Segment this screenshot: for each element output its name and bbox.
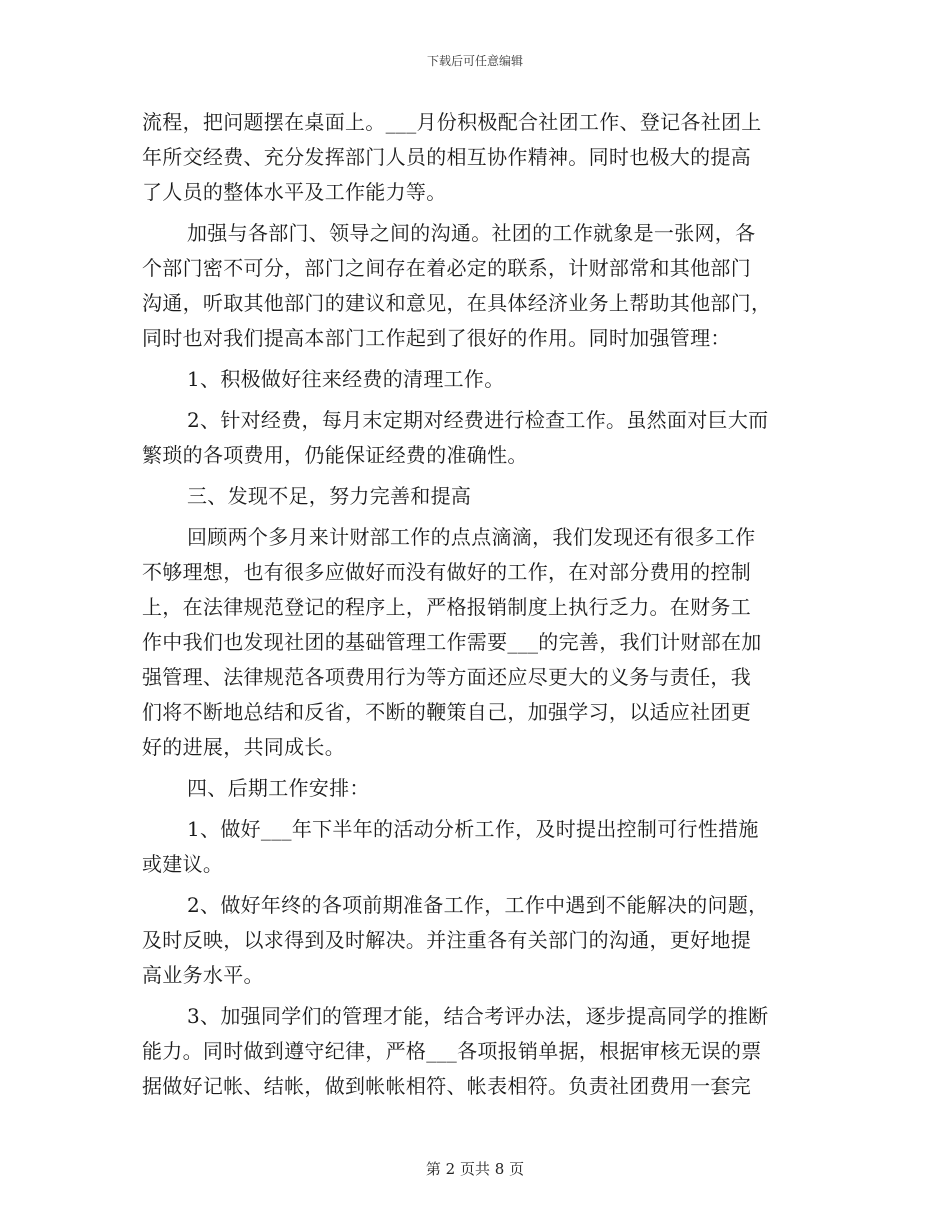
text-line: 个部门密不可分，部门之间存在着必定的联系，计财部常和其他部门 (142, 256, 751, 280)
section-heading: 三、发现不足，努力完善和提高 (187, 484, 472, 508)
text-line: 同时也对我们提高本部门工作起到了很好的作用。同时加强管理： (142, 326, 731, 350)
text-line: 3、加强同学们的管理才能，结合考评办法，逐步提高同学的推断 (187, 1004, 769, 1028)
text-line: 沟通，听取其他部门的建议和意见，在具体经济业务上帮助其他部门， (142, 291, 772, 315)
text-line: 们将不断地总结和反省，不断的鞭策自己，加强学习，以适应社团更 (142, 700, 751, 724)
text-line: 1、积极做好往来经费的清理工作。 (187, 367, 505, 391)
text-line: 年所交经费、充分发挥部门人员的相互协作精神。同时也极大的提高 (142, 145, 751, 169)
text-line: 及时反映，以求得到及时解决。并注重各有关部门的沟通，更好地提 (142, 928, 751, 952)
text-line: 上，在法律规范登记的程序上，严格报销制度上执行乏力。在财务工 (142, 595, 751, 619)
section-heading: 四、后期工作安排： (187, 776, 370, 800)
document-body (142, 105, 807, 1104)
text-line: 或建议。 (142, 852, 224, 876)
text-line: 繁琐的各项费用，仍能保证经费的准确性。 (142, 443, 528, 467)
page-number-footer: 第 2 页共 8 页 (425, 1160, 525, 1178)
text-line: 好的进展，共同成长。 (142, 735, 345, 759)
text-line: 1、做好___年下半年的活动分析工作，及时提出控制可行性措施 (187, 817, 759, 841)
text-line: 强管理、法律规范各项费用行为等方面还应尽更大的义务与责任，我 (142, 665, 751, 689)
text-line: 不够理想，也有很多应做好而没有做好的工作，在对部分费用的控制 (142, 560, 751, 584)
text-line: 作中我们也发现社团的基础管理工作需要___的完善，我们计财部在加 (142, 630, 762, 654)
text-line: 据做好记帐、结帐，做到帐帐相符、帐表相符。负责社团费用一套完 (142, 1074, 751, 1098)
text-line: 加强与各部门、领导之间的沟通。社团的工作就象是一张网，各 (187, 221, 756, 245)
text-line: 2、针对经费，每月末定期对经费进行检查工作。虽然面对巨大而 (187, 408, 769, 432)
text-line: 2、做好年终的各项前期准备工作，工作中遇到不能解决的问题， (187, 893, 769, 917)
text-line: 高业务水平。 (142, 963, 264, 987)
page-header: 下载后可任意编辑 (426, 54, 523, 68)
text-line: 能力。同时做到遵守纪律，严格___各项报销单据，根据审核无误的票 (142, 1039, 762, 1063)
text-line: 流程，把问题摆在桌面上。___月份积极配合社团工作、登记各社团上 (142, 110, 762, 134)
text-line: 回顾两个多月来计财部工作的点点滴滴，我们发现还有很多工作 (187, 525, 756, 549)
text-line: 了人员的整体水平及工作能力等。 (142, 180, 447, 204)
